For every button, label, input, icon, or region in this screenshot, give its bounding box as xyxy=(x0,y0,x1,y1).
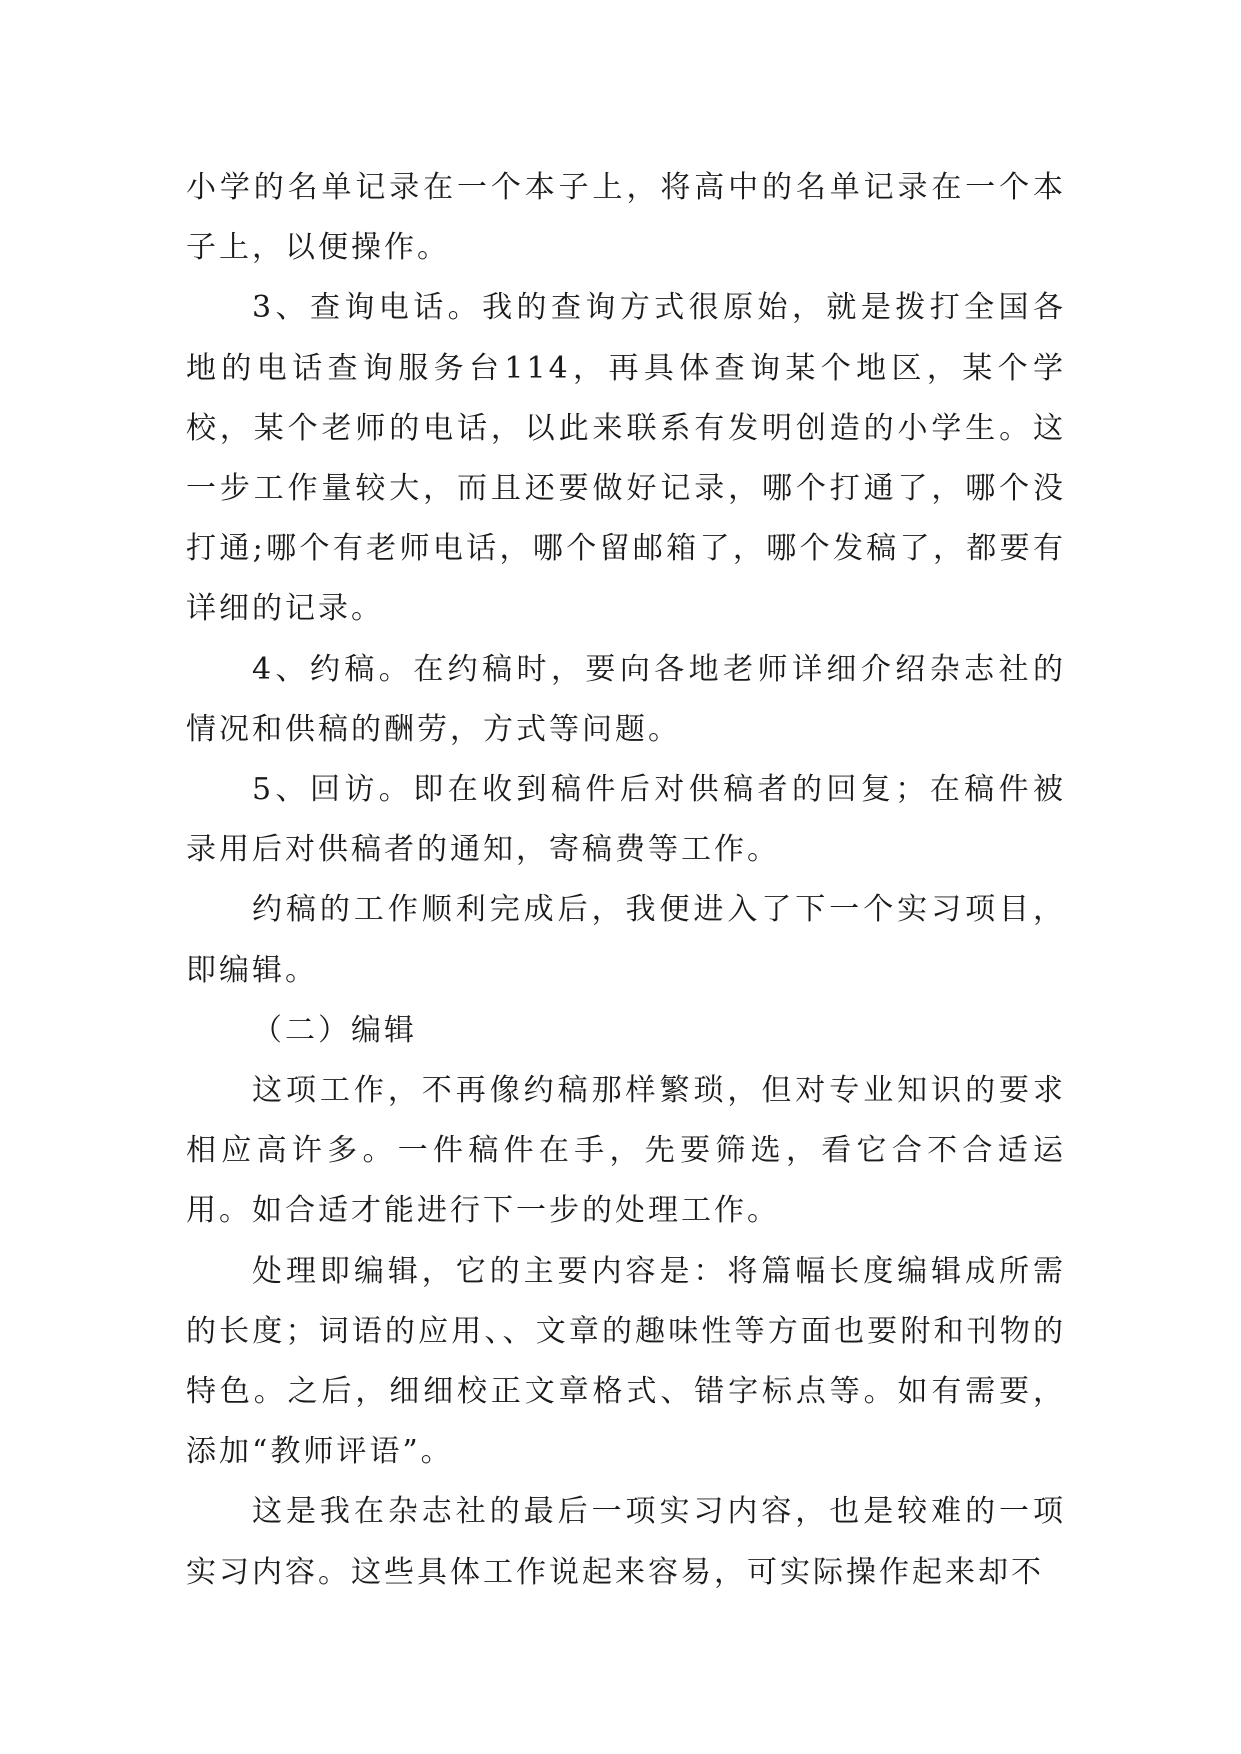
paragraph-step-4-solicit: 4、约稿。在约稿时，要向各地老师详细介绍杂志社的情况和供稿的酬劳，方式等问题。 xyxy=(186,651,1066,747)
paragraph-editing-intro: 这项工作，不再像约稿那样繁琐，但对专业知识的要求相应高许多。一件稿件在手，先要筛选，看它合不合适运用。如合适才能进行下一步的处理工作。 xyxy=(186,1073,1066,1229)
body-text xyxy=(186,158,1066,1603)
paragraph-list-continuation: 小学的名单记录在一个本子上，将高中的名单记录在一个本子上，以便操作。 xyxy=(186,170,1066,266)
paragraph-final-task: 这是我在杂志社的最后一项实习内容，也是较难的一项实习内容。这些具体工作说起来容易，可实际操作起来却不 xyxy=(186,1494,1066,1590)
paragraph-transition: 约稿的工作顺利完成后，我便进入了下一个实习项目，即编辑。 xyxy=(186,892,1066,988)
paragraph-step-5-followup: 5、回访。即在收到稿件后对供稿者的回复；在稿件被录用后对供稿者的通知，寄稿费等工作。 xyxy=(186,772,1066,868)
section-heading-editing: （二）编辑 xyxy=(252,1012,417,1048)
paragraph-step-3-query-phone: 3、查询电话。我的查询方式很原始，就是拨打全国各地的电话查询服务台114，再具体查询某个地区，某个学校，某个老师的电话，以此来联系有发明创造的小学生。这一步工作量较大，而且还要做好记录，哪个打通了，哪个没打通;哪个有老师电话，哪个留邮箱了，哪个发稿了，都要有详细的记录。 xyxy=(186,290,1066,627)
paragraph-editing-content: 处理即编辑，它的主要内容是：将篇幅长度编辑成所需的长度；词语的应用、、文章的趣味性等方面也要附和刊物的特色。之后，细细校正文章格式、错字标点等。如有需要，添加“教师评语”。 xyxy=(186,1253,1066,1470)
